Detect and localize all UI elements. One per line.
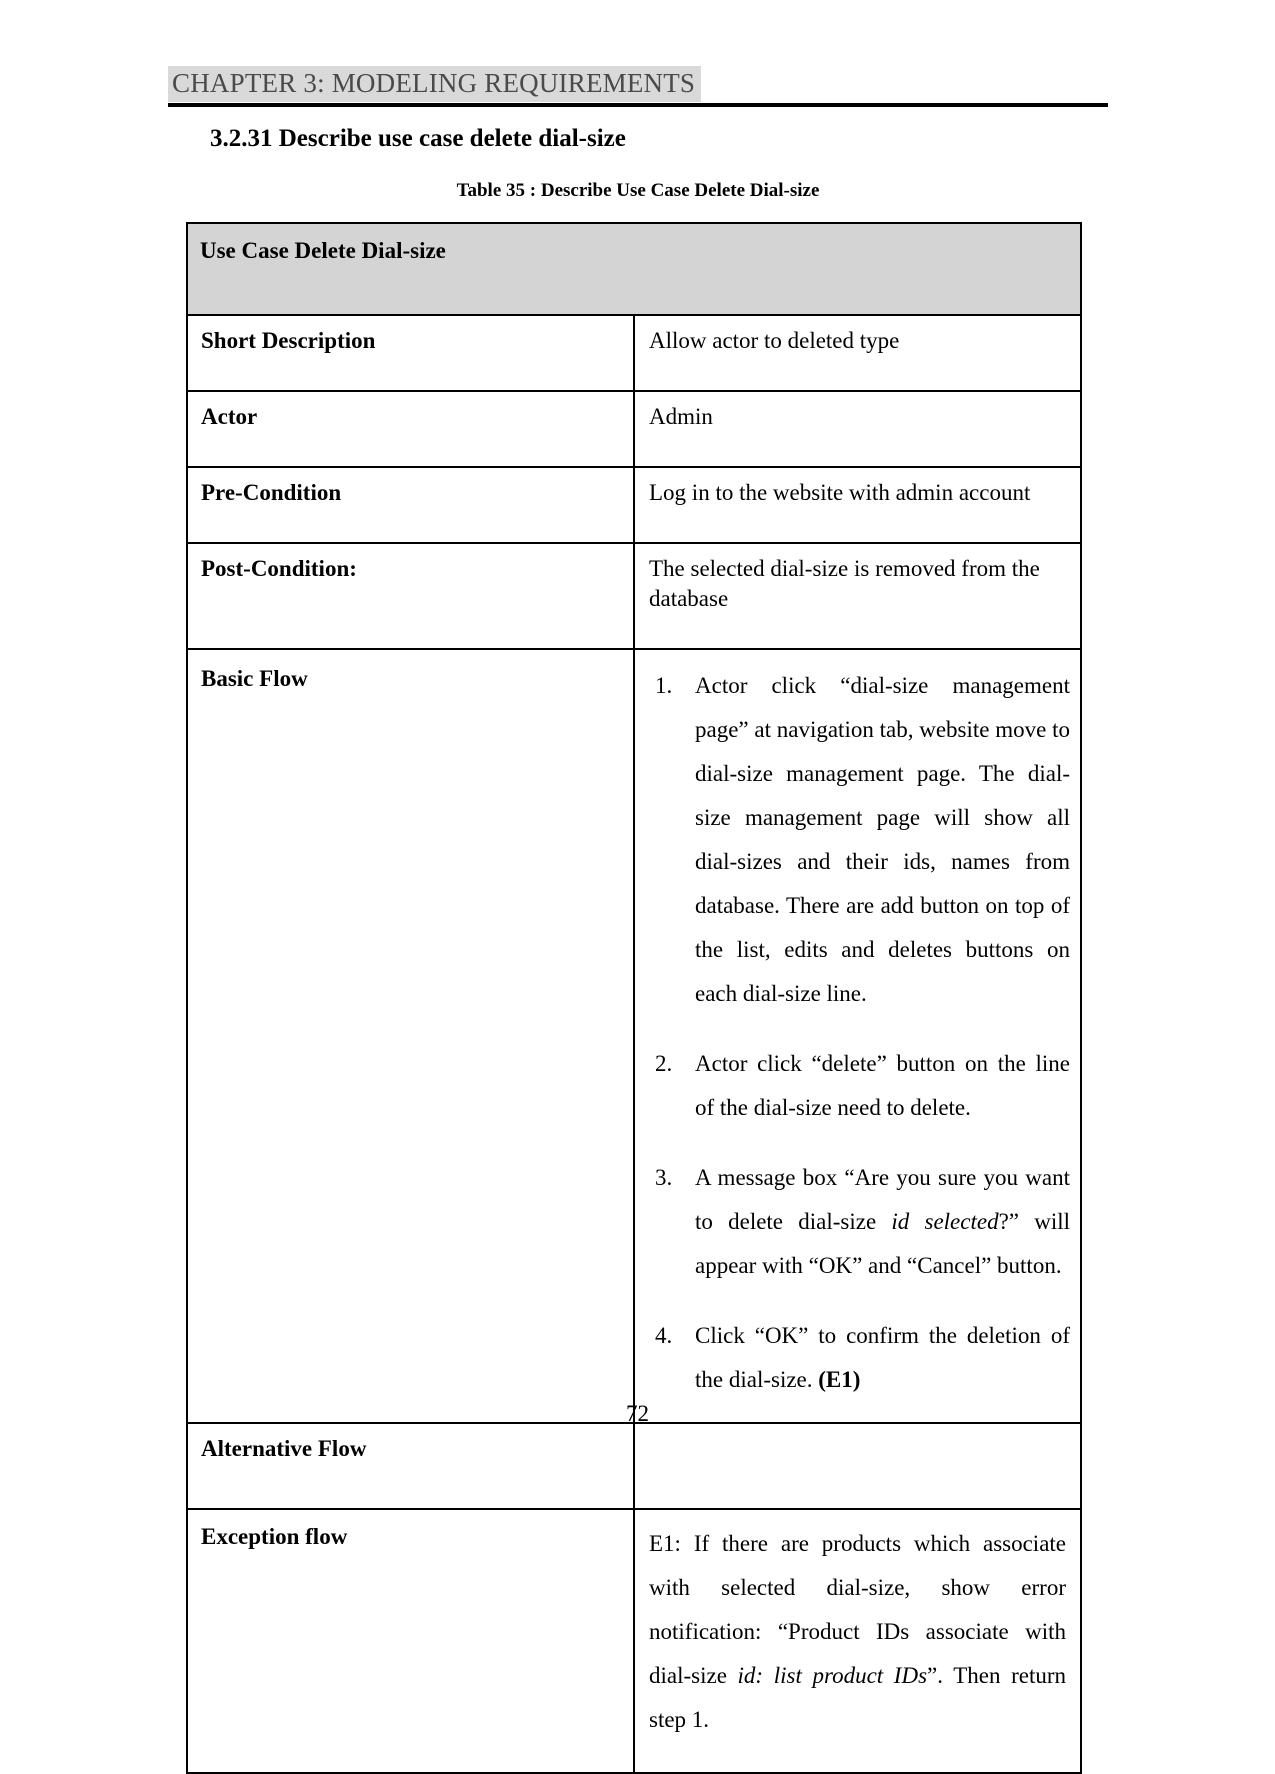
list-marker: 2.	[655, 1051, 673, 1076]
table-row	[187, 223, 1081, 315]
page-number: 72	[626, 1401, 649, 1426]
basic-flow-item-text-part2: ?” will appear with “OK” and “Cancel” button.	[695, 1209, 1071, 1278]
row-label-actor: Actor	[187, 391, 634, 467]
row-value-post-condition: The selected dial-size is removed from the database	[634, 543, 1081, 649]
table-row	[187, 391, 1081, 467]
table-row	[187, 467, 1081, 543]
row-value-actor: Admin	[634, 391, 1081, 467]
section-heading: 3.2.31 Describe use case delete dial-size	[210, 125, 626, 152]
basic-flow-item	[649, 1314, 1070, 1402]
row-label-post-condition: Post-Condition:	[187, 543, 634, 649]
basic-flow-item-text: Click “OK” to confirm the deletion of the dial-size.	[695, 1323, 1070, 1392]
table-row	[187, 315, 1081, 391]
row-label-short-description: Short Description	[187, 315, 634, 391]
exception-flow-text	[649, 1522, 1070, 1742]
use-case-title-cell: Use Case Delete Dial-size	[187, 223, 1081, 315]
row-label-exception-flow: Exception flow	[187, 1509, 634, 1773]
basic-flow-list	[649, 664, 1070, 1402]
basic-flow-item-text: Actor click “dial-size management page” at navigation tab, website move to dial-size management page. The dial-size management page will show all dial-sizes and their ids, names from database. There are add button on top of the list, edits and deletes buttons on each dial-size line.	[695, 673, 1070, 1006]
use-case-table	[186, 222, 1082, 1774]
basic-flow-item-text: Actor click “delete” button on the line of the dial-size need to delete.	[695, 1051, 1070, 1120]
row-value-pre-condition: Log in to the website with admin account	[634, 467, 1081, 543]
table-row	[187, 543, 1081, 649]
basic-flow-item	[649, 1156, 1070, 1288]
table-row	[187, 1423, 1081, 1509]
row-value-alternative-flow	[634, 1423, 1081, 1509]
exception-flow-italic: id: list product IDs	[737, 1663, 928, 1688]
table-caption: Table 35 : Describe Use Case Delete Dial-size	[456, 180, 820, 201]
row-value-short-description: Allow actor to deleted type	[634, 315, 1081, 391]
row-value-exception-flow	[634, 1509, 1081, 1773]
list-marker: 4.	[655, 1323, 673, 1348]
exception-flow-text-part1: E1: If there are products which associate with selected dial-size, show error notification: “Product IDs associate with dial-size	[649, 1531, 1066, 1688]
basic-flow-item	[649, 664, 1070, 1016]
row-value-basic-flow	[634, 649, 1081, 1423]
list-marker: 1.	[655, 673, 673, 698]
header-divider-rule	[168, 103, 1108, 107]
basic-flow-exception-tag: (E1)	[818, 1367, 861, 1392]
table-row	[187, 1509, 1081, 1773]
basic-flow-item-text-part1: A message box “Are you sure you want to delete dial-size	[695, 1165, 1070, 1234]
table-row	[187, 649, 1081, 1423]
basic-flow-item	[649, 1042, 1070, 1130]
basic-flow-item-italic: id selected	[891, 1209, 999, 1234]
list-marker: 3.	[655, 1165, 673, 1190]
row-label-basic-flow: Basic Flow	[187, 649, 634, 1423]
running-header	[168, 66, 1108, 102]
running-header-title: CHAPTER 3: MODELING REQUIREMENTS	[168, 66, 701, 102]
row-label-pre-condition: Pre-Condition	[187, 467, 634, 543]
exception-flow-text-part2: ”. Then return step 1.	[649, 1663, 1067, 1732]
row-label-alternative-flow: Alternative Flow	[187, 1423, 634, 1509]
